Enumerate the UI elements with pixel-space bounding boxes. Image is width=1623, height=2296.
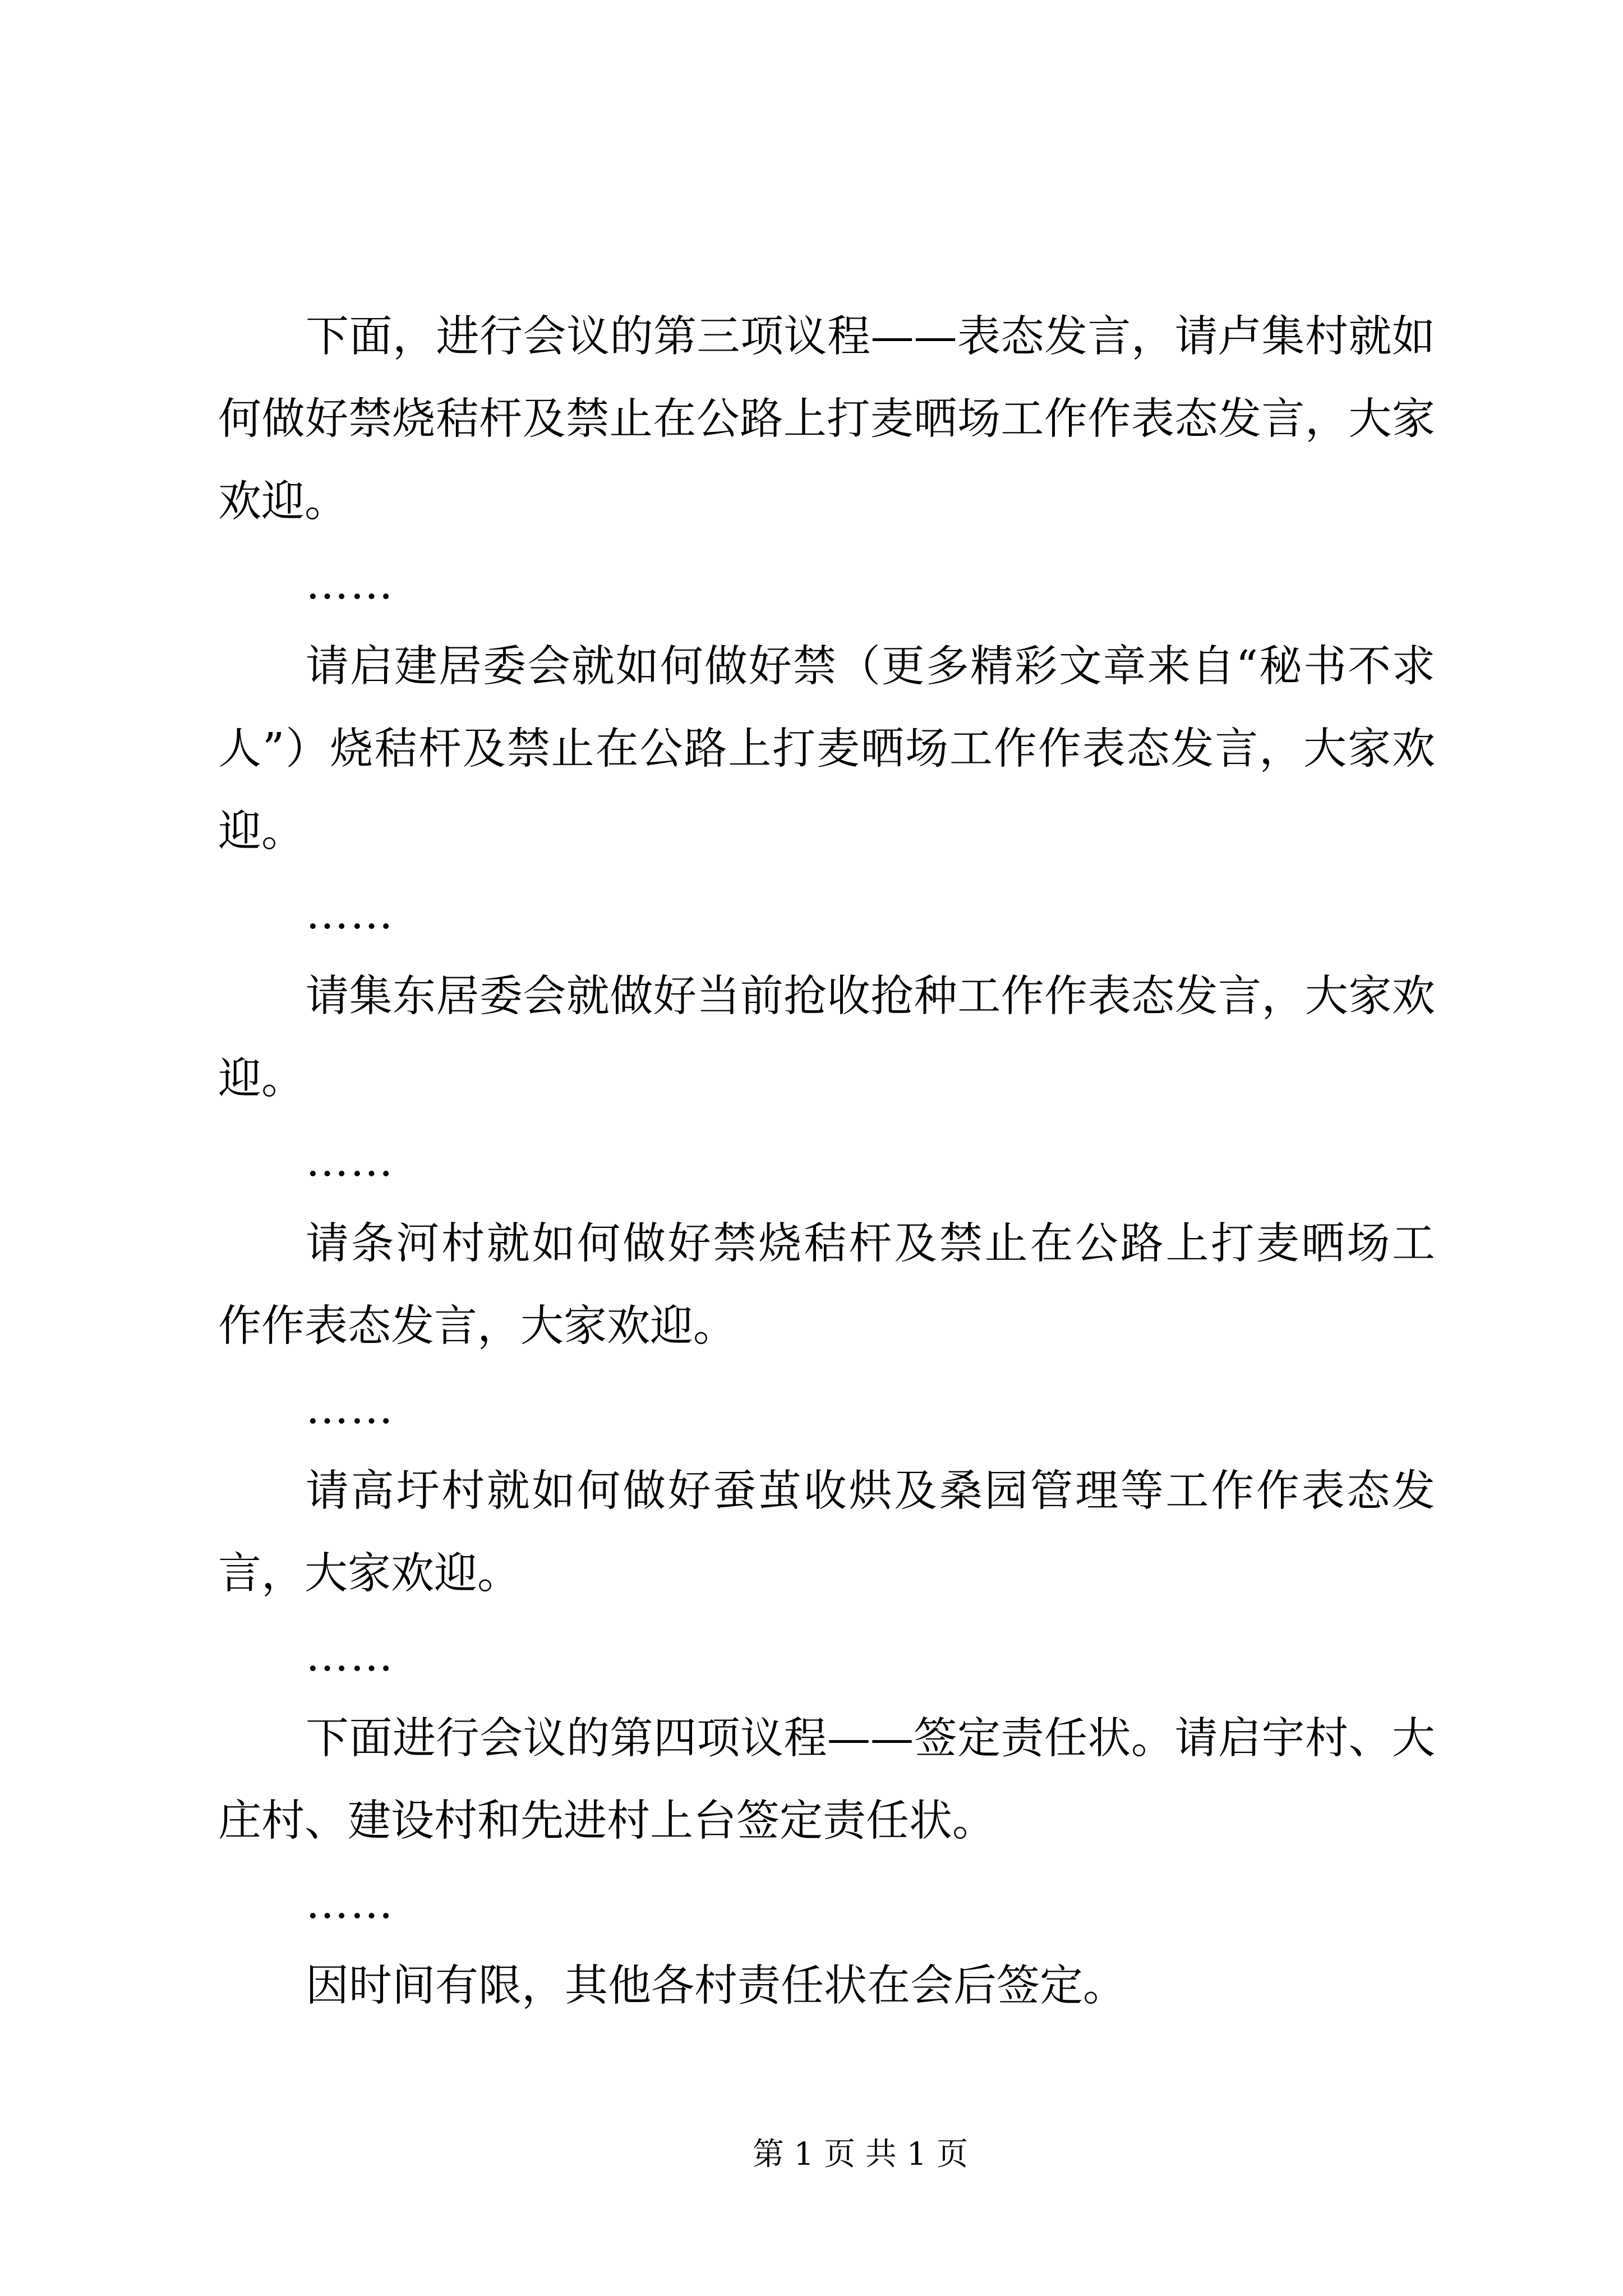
- paragraph-line: 人”）烧秸杆及禁止在公路上打麦晒场工作作表态发言，大家欢: [218, 724, 1435, 774]
- ellipsis-line: ……: [306, 1384, 394, 1434]
- ellipsis-separator: [218, 1615, 1435, 1697]
- ellipsis-line: ……: [306, 1137, 394, 1186]
- page-number-footer: 第 1 页 共 1 页: [752, 2136, 969, 2173]
- paragraph-line: 庄村、建设村和先进村上台签定责任状。: [218, 1796, 995, 1846]
- paragraph: [218, 1450, 1435, 1615]
- ellipsis-separator: [218, 1862, 1435, 1945]
- paragraph: [218, 955, 1435, 1120]
- document-body: [218, 296, 1435, 2027]
- ellipsis-line: ……: [306, 889, 394, 939]
- ellipsis-separator: [218, 873, 1435, 955]
- ellipsis-separator: [218, 1368, 1435, 1450]
- paragraph-line: 请集东居委会就做好当前抢收抢种工作作表态发言，大家欢: [306, 972, 1435, 1022]
- paragraph-line: 请启建居委会就如何做好禁（更多精彩文章来自“秘书不求: [306, 642, 1435, 692]
- paragraph-line: 请条河村就如何做好禁烧秸杆及禁止在公路上打麦晒场工: [306, 1219, 1435, 1269]
- paragraph: [218, 1697, 1435, 1862]
- paragraph-line: 迎。: [218, 807, 305, 857]
- paragraph-line: 迎。: [218, 1054, 305, 1104]
- ellipsis-line: ……: [306, 559, 394, 609]
- paragraph-line: 何做好禁烧秸杆及禁止在公路上打麦晒场工作作表态发言，大家: [218, 394, 1435, 444]
- paragraph-line: 请高圩村就如何做好蚕茧收烘及桑园管理等工作作表态发: [306, 1466, 1435, 1516]
- ellipsis-line: ……: [306, 1631, 394, 1681]
- paragraph: [218, 296, 1435, 543]
- paragraph-line: 作作表态发言，大家欢迎。: [218, 1301, 736, 1351]
- paragraph: [218, 1945, 1435, 2027]
- paragraph: [218, 625, 1435, 873]
- paragraph: [218, 1203, 1435, 1368]
- ellipsis-separator: [218, 543, 1435, 625]
- paragraph-line: 因时间有限，其他各村责任状在会后签定。: [306, 1961, 1126, 2011]
- ellipsis-separator: [218, 1120, 1435, 1203]
- paragraph-line: 言，大家欢迎。: [218, 1549, 520, 1599]
- paragraph-line: 欢迎。: [218, 477, 348, 527]
- ellipsis-line: ……: [306, 1879, 394, 1929]
- paragraph-line: 下面，进行会议的第三项议程——表态发言，请卢集村就如: [306, 312, 1435, 362]
- paragraph-line: 下面进行会议的第四项议程——签定责任状。请启宇村、大: [306, 1714, 1435, 1764]
